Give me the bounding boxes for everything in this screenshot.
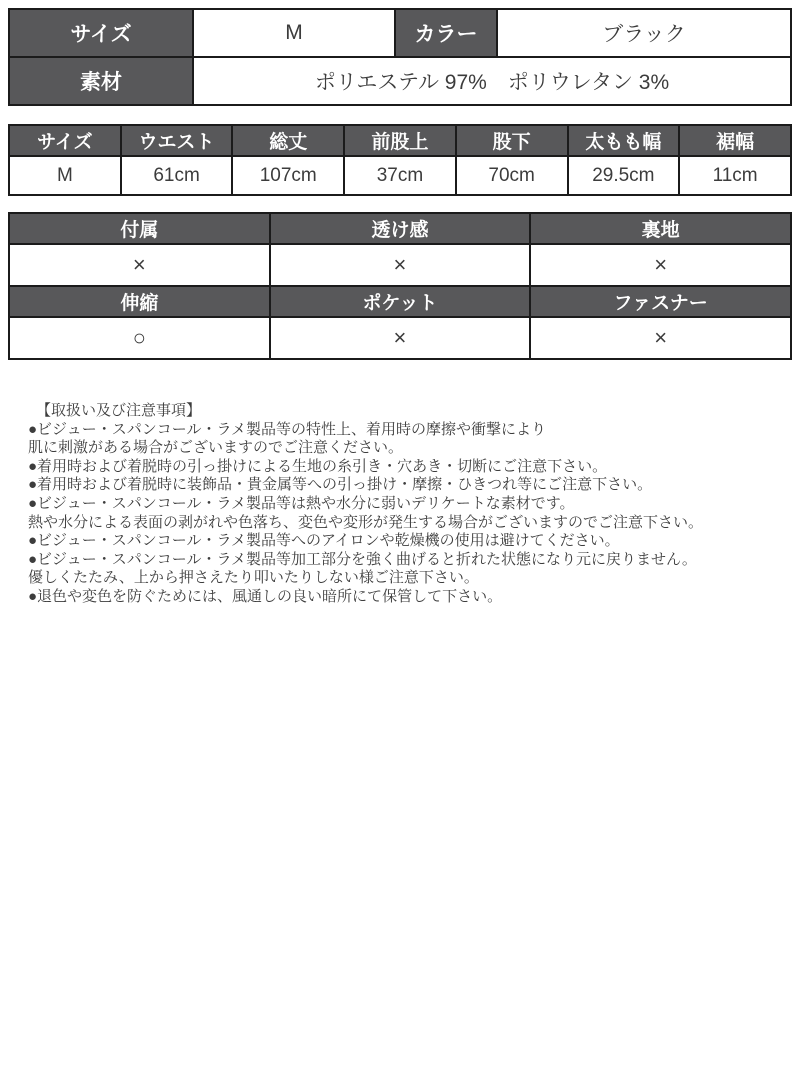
care-note-line: ●着用時および着脱時の引っ掛けによる生地の糸引き・穴あき・切断にご注意下さい。: [28, 457, 608, 475]
features-header-row: [9, 286, 791, 317]
meas-header-inseam: 股下: [456, 125, 568, 156]
meas-value-thigh: 29.5cm: [568, 156, 680, 195]
feature-header-pocket: ポケット: [270, 286, 531, 317]
feature-value-accessories: ×: [9, 244, 270, 286]
feature-header-sheerness: 透け感: [270, 213, 531, 244]
feature-value-sheerness: ×: [270, 244, 531, 286]
meas-header-hem: 裾幅: [679, 125, 791, 156]
measurements-table: [8, 124, 792, 196]
care-notes-title: 【取扱い及び注意事項】: [36, 402, 202, 419]
material-value-cell: ポリエステル 97% ポリウレタン 3%: [193, 57, 791, 105]
care-note-line: ●ビジュー・スパンコール・ラメ製品等は熱や水分に弱いデリケートな素材です。: [28, 494, 575, 512]
spec-table: [8, 8, 792, 106]
features-value-row: [9, 244, 791, 286]
color-header-cell: カラー: [395, 9, 497, 57]
care-note-line: ●着用時および着脱時に装飾品・貴金属等への引っ掛け・摩擦・ひきつれ等にご注意下さい。: [28, 476, 653, 494]
care-note-line: ●退色や変色を防ぐためには、風通しの良い暗所にて保管して下さい。: [28, 587, 503, 605]
material-header-cell: 素材: [9, 57, 193, 105]
care-note-line: 熱や水分による表面の剥がれや色落ち、変色や変形が発生する場合がございますのでご注意下さい。: [28, 513, 704, 531]
meas-header-length: 総丈: [232, 125, 344, 156]
features-header-row: [9, 213, 791, 244]
care-note-line: ●ビジュー・スパンコール・ラメ製品等加工部分を強く曲げると折れた状態になり元に戻りません。: [28, 550, 697, 568]
meas-header-size: サイズ: [9, 125, 121, 156]
meas-header-thigh: 太もも幅: [568, 125, 680, 156]
meas-header-front-rise: 前股上: [344, 125, 456, 156]
care-note-line: 肌に刺激がある場合がございますのでご注意ください。: [28, 439, 404, 457]
color-value-cell: ブラック: [497, 9, 791, 57]
care-note-line: ●ビジュー・スパンコール・ラメ製品等の特性上、着用時の摩擦や衝撃により: [28, 420, 547, 438]
spec-row-size-color: [9, 9, 791, 57]
feature-value-zipper: ×: [530, 317, 791, 359]
meas-header-waist: ウエスト: [121, 125, 233, 156]
meas-value-length: 107cm: [232, 156, 344, 195]
spec-row-material: [9, 57, 791, 105]
meas-value-size: M: [9, 156, 121, 195]
care-note-line: 優しくたたみ、上から押さえたり叩いたりしない様ご注意下さい。: [28, 569, 479, 587]
meas-value-waist: 61cm: [121, 156, 233, 195]
feature-header-lining: 裏地: [530, 213, 791, 244]
meas-value-hem: 11cm: [679, 156, 791, 195]
measurements-value-row: [9, 156, 791, 195]
meas-value-inseam: 70cm: [456, 156, 568, 195]
feature-value-pocket: ×: [270, 317, 531, 359]
measurements-header-row: [9, 125, 791, 156]
feature-header-zipper: ファスナー: [530, 286, 791, 317]
care-notes: [8, 402, 792, 607]
feature-value-lining: ×: [530, 244, 791, 286]
feature-header-stretch: 伸縮: [9, 286, 270, 317]
size-value-cell: M: [193, 9, 395, 57]
feature-header-accessories: 付属: [9, 213, 270, 244]
features-table: [8, 212, 792, 360]
meas-value-front-rise: 37cm: [344, 156, 456, 195]
features-value-row: [9, 317, 791, 359]
care-note-line: ●ビジュー・スパンコール・ラメ製品等へのアイロンや乾燥機の使用は避けてください。: [28, 532, 620, 550]
size-header-cell: サイズ: [9, 9, 193, 57]
feature-value-stretch: ○: [9, 317, 270, 359]
